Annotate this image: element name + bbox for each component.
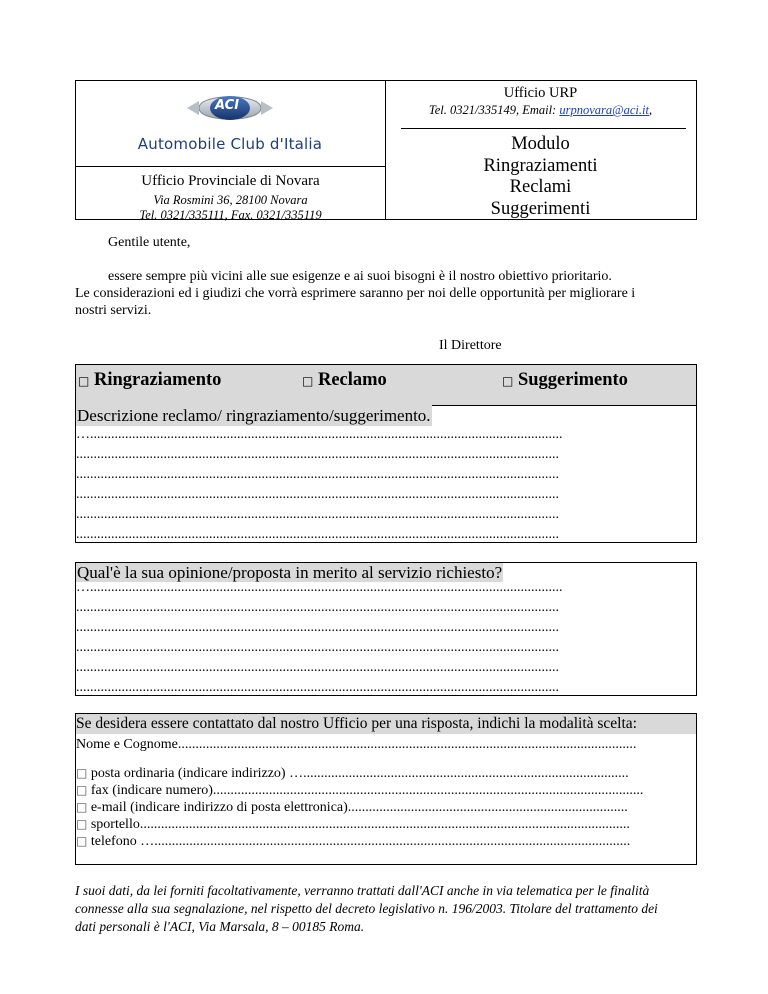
modulo-title [385,134,696,220]
modulo-line: Modulo [511,134,570,154]
office-phone: Tel. 0321/335111, Fax. 0321/335119 [139,208,322,222]
description-box[interactable] [75,405,697,543]
contact-option-label: posta ordinaria (indicare indirizzo) …............................................................................................. [90,766,629,781]
option-label: Ringraziamento [93,370,222,390]
urp-contact-prefix: Tel. 0321/335149, Email: [428,103,560,117]
contact-options [76,765,692,850]
urp-title: Ufficio URP [503,85,578,101]
dotted-line[interactable]: …....................................................................................................................................... [76,580,563,595]
option-reclamo[interactable] [302,370,387,391]
contact-option-label: sportello............................................................................................................................................ [90,817,630,832]
contact-option-telefono[interactable] [76,833,692,850]
opinion-lines[interactable] [76,578,696,698]
opinion-box[interactable] [75,562,697,696]
contact-heading: Se desidera essere contattato dal nostro Ufficio per una risposta, indichi la modalità scelta: [76,714,696,734]
header-divider-horizontal [76,166,385,167]
intro-line: nostri servizi. [75,303,152,318]
logo-brand-text: Automobile Club d'Italia [137,135,323,153]
office-address: Via Rosmini 36, 28100 Novara [153,193,308,207]
contact-option-label: fax (indicare numero)........................................................................................................................... [90,783,644,798]
intro-paragraph [75,268,700,319]
checkbox-icon[interactable]: □ [76,783,88,797]
signature: Il Direttore [439,338,502,353]
office-title: Ufficio Provinciale di Novara [141,173,320,189]
checkbox-icon[interactable]: □ [76,766,88,780]
privacy-line: connesse alla sua segnalazione, nel rispetto del decreto legislativo n. 196/2003. Titolare del trattamento dei [75,901,658,916]
office-address-block [76,193,385,223]
dotted-line[interactable]: .......................................................................................................................................... [76,447,559,462]
privacy-line: I suoi dati, da lei forniti facoltativamente, verranno trattati dall'ACI anche in via telematica per le finalità [75,883,650,898]
contact-box [75,713,697,865]
option-suggerimento[interactable] [502,370,628,391]
checkbox-icon[interactable]: □ [76,800,88,814]
feedback-type-row [75,364,697,406]
dotted-line[interactable]: .......................................................................................................................................... [76,487,559,502]
contact-option-sportello[interactable] [76,816,692,833]
dotted-line[interactable]: .......................................................................................................................................... [76,527,559,542]
contact-option-email[interactable] [76,799,692,816]
checkbox-icon[interactable]: □ [502,374,514,388]
privacy-notice [75,882,700,936]
aci-emblem-text: ACI [215,98,240,113]
option-ringraziamento[interactable] [78,370,221,391]
description-heading: Descrizione reclamo/ ringraziamento/suggerimento. [77,406,431,425]
contact-option-label: telefono …........................................................................................................................................ [90,834,631,849]
modulo-line: Suggerimenti [490,198,591,219]
urp-rule [401,128,686,129]
contact-option-posta[interactable] [76,765,692,782]
intro-line: essere sempre più vicini alle sue esigenze e ai suoi bisogni è il nostro obiettivo prioritario. [108,269,612,284]
urp-contact [385,103,696,118]
description-lines[interactable] [76,425,696,545]
checkbox-icon[interactable]: □ [76,834,88,848]
checkbox-icon[interactable]: □ [78,374,90,388]
aci-logo [120,85,340,163]
dotted-line[interactable]: .......................................................................................................................................... [76,640,559,655]
name-field[interactable]: Nome e Cognome................................................................................................................................... [76,737,637,752]
checkbox-icon[interactable]: □ [76,817,88,831]
contact-option-fax[interactable] [76,782,692,799]
dotted-line[interactable]: .......................................................................................................................................... [76,600,559,615]
header-table [75,80,697,220]
modulo-line: Ringraziamenti [483,155,598,176]
privacy-line: dati personali è l'ACI, Via Marsala, 8 – 00185 Roma. [75,919,365,934]
urp-email-link[interactable]: urpnovara@aci.it [559,103,649,117]
dotted-line[interactable]: .......................................................................................................................................... [76,680,559,695]
option-label: Suggerimento [517,370,628,390]
dotted-line[interactable]: .......................................................................................................................................... [76,660,559,675]
contact-option-label: e-mail (indicare indirizzo di posta elettronica)................................................................................ [90,800,628,815]
dotted-line[interactable]: …....................................................................................................................................... [76,427,563,442]
checkbox-icon[interactable]: □ [302,374,314,388]
modulo-line: Reclami [509,177,572,197]
dotted-line[interactable]: .......................................................................................................................................... [76,467,559,482]
opinion-heading: Qual'è la sua opinione/proposta in merito al servizio richiesto? [77,563,503,582]
intro-line: Le considerazioni ed i giudizi che vorrà esprimere saranno per noi delle opportunità per migliorare i [75,286,636,301]
greeting: Gentile utente, [108,235,191,250]
dotted-line[interactable]: .......................................................................................................................................... [76,507,559,522]
dotted-line[interactable]: .......................................................................................................................................... [76,620,559,635]
urp-contact-suffix: , [648,103,653,117]
option-label: Reclamo [317,370,387,390]
